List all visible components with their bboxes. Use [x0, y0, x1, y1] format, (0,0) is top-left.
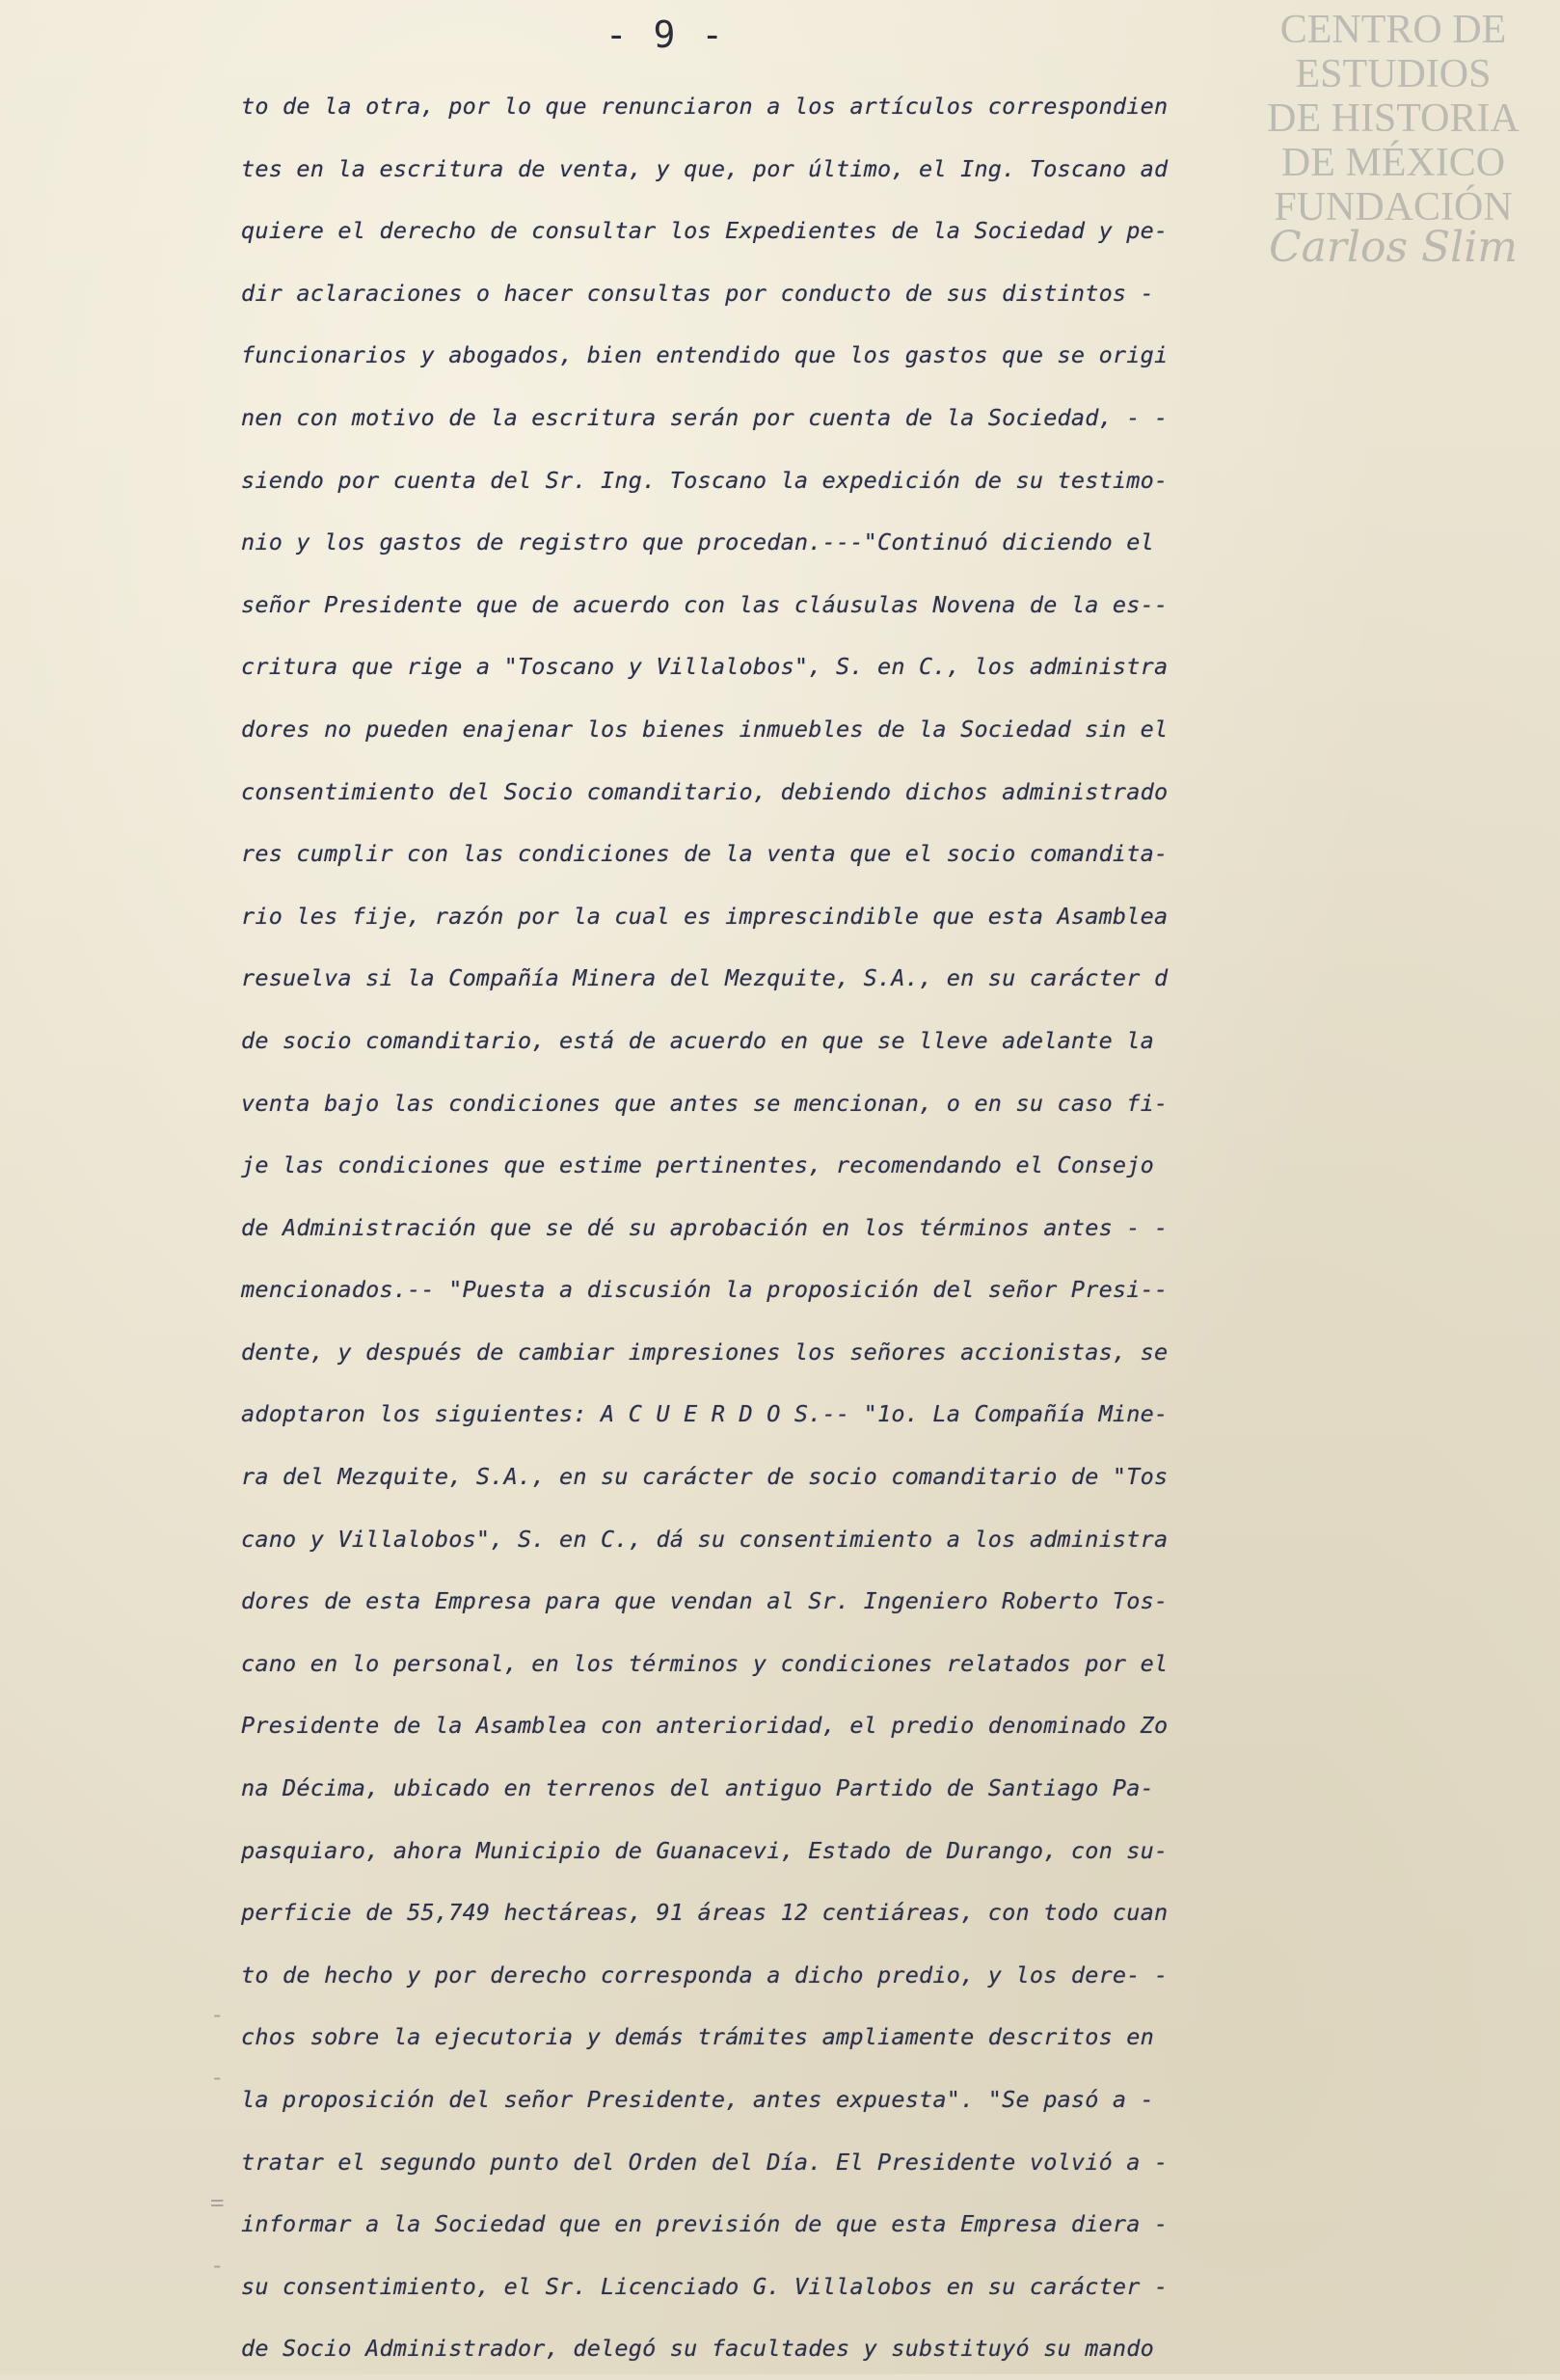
- text-line: mencionados.-- "Puesta a discusión la proposición del señor Presi--: [241, 1276, 1169, 1304]
- text-line: nio y los gastos de registro que procedan.---"Continuó diciendo el: [241, 528, 1154, 556]
- text-line: na Décima, ubicado en terrenos del antiguo Partido de Santiago Pa-: [241, 1774, 1154, 1802]
- page-number: - 9 -: [605, 14, 726, 56]
- text-line: quiere el derecho de consultar los Expedientes de la Sociedad y pe-: [241, 217, 1169, 245]
- text-line: informar a la Sociedad que en previsión de que esta Empresa diera -: [241, 2210, 1169, 2238]
- text-line: siendo por cuenta del Sr. Ing. Toscano la expedición de su testimo-: [241, 466, 1169, 494]
- text-line: funcionarios y abogados, bien entendido que los gastos que se origi: [241, 341, 1169, 369]
- text-line: dir aclaraciones o hacer consultas por conducto de sus distintos -: [241, 279, 1154, 307]
- watermark-line: DE MÉXICO: [1280, 141, 1506, 185]
- text-line: perficie de 55,749 hectáreas, 91 áreas 12 centiáreas, con todo cuan: [241, 1899, 1169, 1927]
- text-line: res cumplir con las condiciones de la venta que el socio comandita-: [241, 840, 1169, 868]
- text-line: cano y Villalobos", S. en C., dá su consentimiento a los administra: [241, 1525, 1169, 1553]
- text-line: je las condiciones que estime pertinentes, recomendando el Consejo: [241, 1151, 1154, 1179]
- text-line: chos sobre la ejecutoria y demás trámites ampliamente descritos en: [241, 2023, 1154, 2051]
- typed-body-text: [241, 75, 1514, 2380]
- text-line: critura que rige a "Toscano y Villalobos", S. en C., los administra: [241, 653, 1169, 681]
- text-line: venta bajo las condiciones que antes se mencionan, o en su caso fi-: [241, 1089, 1169, 1117]
- watermark-line: CENTRO DE: [1279, 8, 1507, 52]
- watermark-line: DE HISTORIA: [1267, 96, 1520, 141]
- text-line: to de la otra, por lo que renunciaron a los artículos correspondien: [241, 93, 1169, 120]
- margin-dash: -: [210, 2064, 225, 2091]
- text-line: cano en lo personal, en los términos y condiciones relatados por el: [241, 1649, 1169, 1677]
- margin-dash: -: [210, 2001, 225, 2028]
- text-line: ra del Mezquite, S.A., en su carácter de socio comanditario de "Tos: [241, 1463, 1169, 1491]
- text-line: la proposición del señor Presidente, antes expuesta". "Se pasó a -: [241, 2086, 1154, 2113]
- text-line: de Socio Administrador, delegó su facultades y substituyó su mando: [241, 2335, 1154, 2363]
- text-line: dente, y después de cambiar impresiones los señores accionistas, se: [241, 1338, 1169, 1366]
- text-line: su consentimiento, el Sr. Licenciado G. Villalobos en su carácter -: [241, 2272, 1169, 2300]
- text-line: pasquiaro, ahora Municipio de Guanacevi, Estado de Durango, con su-: [241, 1836, 1169, 1864]
- text-line: to de hecho y por derecho corresponda a dicho predio, y los dere- -: [241, 1961, 1169, 1988]
- text-line: resuelva si la Compañía Minera del Mezquite, S.A., en su carácter d: [241, 964, 1169, 992]
- text-line: adoptaron los siguientes: A C U E R D O S.-- "1o. La Compañía Mine-: [241, 1400, 1169, 1428]
- text-line: rio les fije, razón por la cual es imprescindible que esta Asamblea: [241, 902, 1169, 930]
- text-line: dores no pueden enajenar los bienes inmuebles de la Sociedad sin el: [241, 715, 1169, 743]
- margin-dash: =: [210, 2189, 225, 2216]
- text-line: tes en la escritura de venta, y que, por último, el Ing. Toscano ad: [241, 154, 1169, 182]
- text-line: señor Presidente que de acuerdo con las cláusulas Novena de la es--: [241, 590, 1169, 618]
- text-line: Presidente de la Asamblea con anterioridad, el predio denominado Zo: [241, 1712, 1169, 1740]
- text-line: consentimiento del Socio comanditario, debiendo dichos administrado: [241, 777, 1169, 805]
- watermark-line: ESTUDIOS: [1295, 52, 1492, 96]
- text-line: dores de esta Empresa para que vendan al Sr. Ingeniero Roberto Tos-: [241, 1587, 1169, 1615]
- text-line: tratar el segundo punto del Orden del Día. El Presidente volvió a -: [241, 2148, 1169, 2176]
- watermark-line: FUNDACIÓN: [1274, 185, 1513, 230]
- text-line: nen con motivo de la escritura serán por cuenta de la Sociedad, - -: [241, 403, 1169, 431]
- text-line: de socio comanditario, está de acuerdo en que se lleve adelante la: [241, 1026, 1154, 1054]
- margin-dash: -: [210, 2252, 225, 2279]
- text-line: de Administración que se dé su aprobación en los términos antes - -: [241, 1213, 1169, 1241]
- watermark-signature: Carlos Slim: [1268, 223, 1519, 272]
